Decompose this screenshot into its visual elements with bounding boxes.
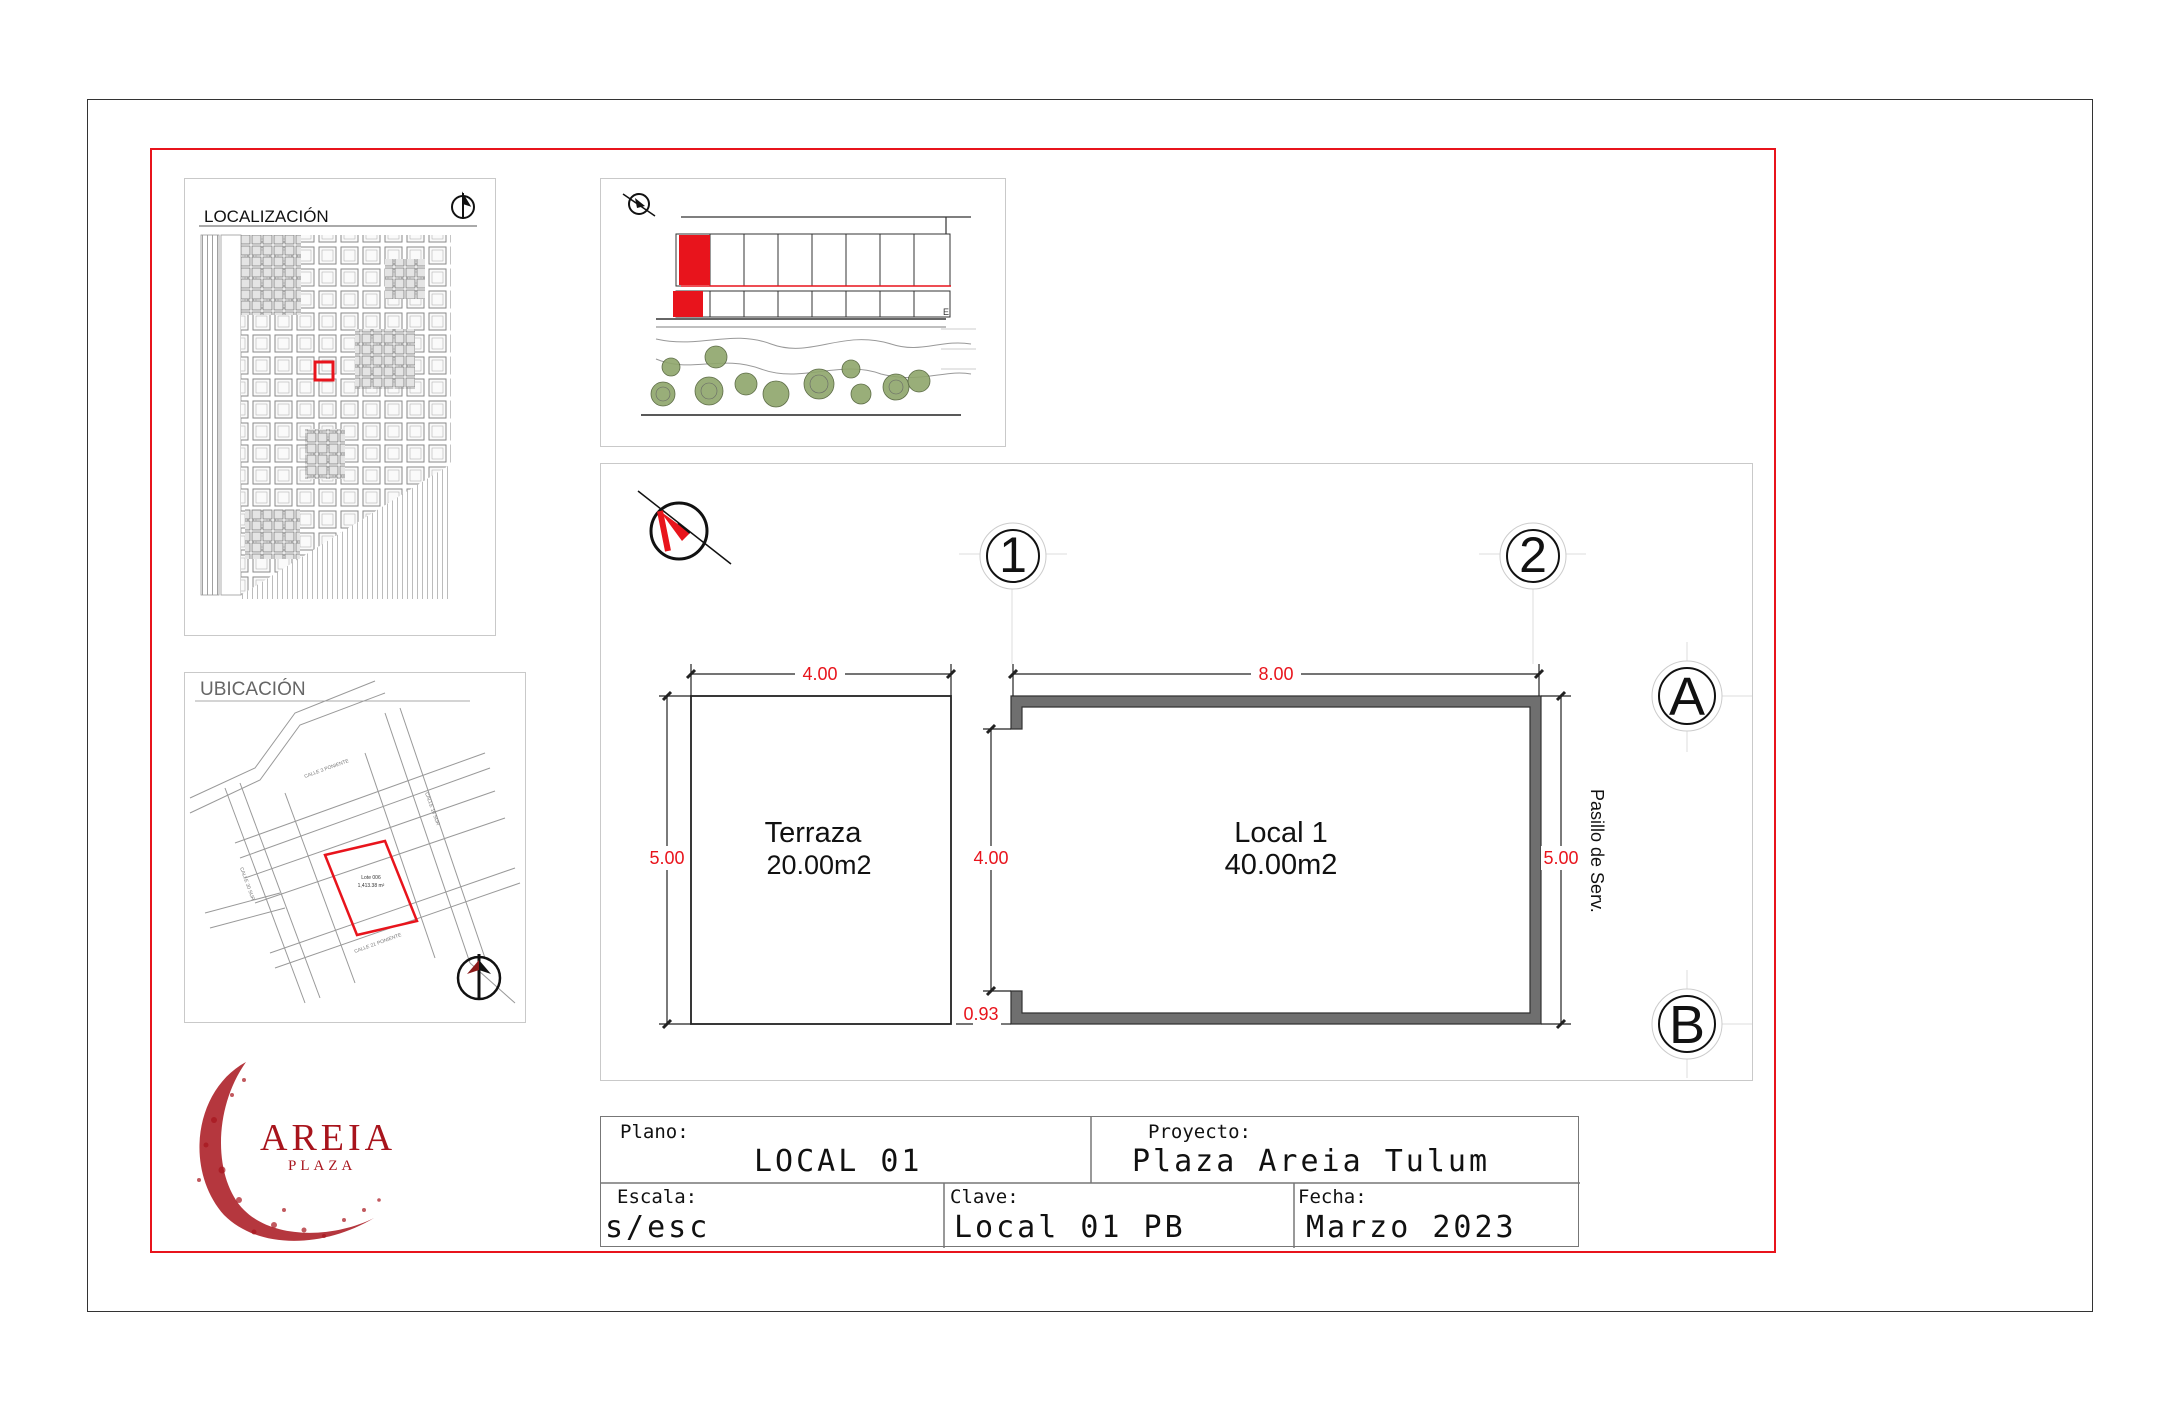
localizacion-panel	[184, 178, 496, 636]
north-arrow-icon	[623, 194, 655, 216]
lot-label: Lote 006	[361, 875, 381, 881]
street-top-label: CALLE 3 PONIENTE	[303, 758, 350, 780]
grid-axis-a	[1652, 642, 1752, 752]
street-right-label: CALLE 16 SUR	[423, 791, 441, 827]
dim-local-width: 8.00	[1258, 664, 1294, 684]
areia-logo	[184, 1050, 414, 1250]
logo-sub: PLAZA	[288, 1158, 357, 1174]
floor-plan-drawing	[601, 464, 1754, 1082]
floor-plan-panel	[600, 463, 1753, 1081]
ubicacion-panel	[184, 672, 526, 1023]
axis-label-a: A	[1668, 667, 1706, 727]
axis-label-2: 2	[1519, 527, 1547, 583]
clave-label: Clave:	[950, 1186, 1019, 1208]
fecha-label: Fecha:	[1298, 1186, 1367, 1208]
local-name: Local 1	[1234, 817, 1328, 849]
ubicacion-title: UBICACIÓN	[200, 679, 306, 700]
logo-name: AREIA	[260, 1117, 397, 1159]
street-left-label: CALLE 30 SUR	[238, 866, 256, 902]
title-block	[600, 1116, 1579, 1247]
keyplan-drawing	[601, 179, 1007, 448]
plano-value: LOCAL 01	[754, 1144, 923, 1179]
proyecto-label: Proyecto:	[1148, 1121, 1251, 1143]
proyecto-value: Plaza Areia Tulum	[1132, 1144, 1491, 1179]
lot-area: 1,413.38 m²	[357, 883, 385, 889]
terraza-name: Terraza	[764, 817, 862, 849]
pasillo-label: Pasillo de Serv.	[1587, 789, 1607, 913]
axis-label-1: 1	[999, 527, 1027, 583]
street-bottom-label: CALLE 21 PONIENTE	[353, 932, 403, 955]
dim-terraza-width: 4.00	[802, 664, 838, 684]
ubicacion-map	[185, 673, 527, 1024]
local-area: 40.00m2	[1224, 849, 1338, 881]
grid-axis-1	[959, 523, 1067, 664]
north-arrow-icon	[638, 491, 731, 564]
terraza-area: 20.00m2	[766, 850, 872, 880]
keyplan-marker: E	[943, 307, 950, 317]
keyplan-panel	[600, 178, 1006, 447]
localizacion-title: LOCALIZACIÓN	[204, 207, 329, 226]
dim-local-height: 5.00	[1543, 848, 1579, 868]
dim-terraza-height: 5.00	[649, 848, 685, 868]
fecha-value: Marzo 2023	[1306, 1210, 1517, 1245]
north-arrow-icon	[458, 954, 500, 999]
grid-axis-2	[1479, 523, 1586, 664]
grid-axis-b	[1652, 970, 1752, 1078]
north-arrow-icon	[452, 193, 474, 219]
escala-value: s/esc	[605, 1210, 711, 1245]
plano-label: Plano:	[620, 1121, 689, 1143]
dim-gap: 0.93	[963, 1004, 999, 1024]
axis-label-b: B	[1668, 995, 1706, 1055]
escala-label: Escala:	[617, 1186, 698, 1208]
localizacion-map	[185, 179, 497, 637]
clave-value: Local 01 PB	[954, 1210, 1186, 1245]
dim-local-inner: 4.00	[973, 848, 1009, 868]
